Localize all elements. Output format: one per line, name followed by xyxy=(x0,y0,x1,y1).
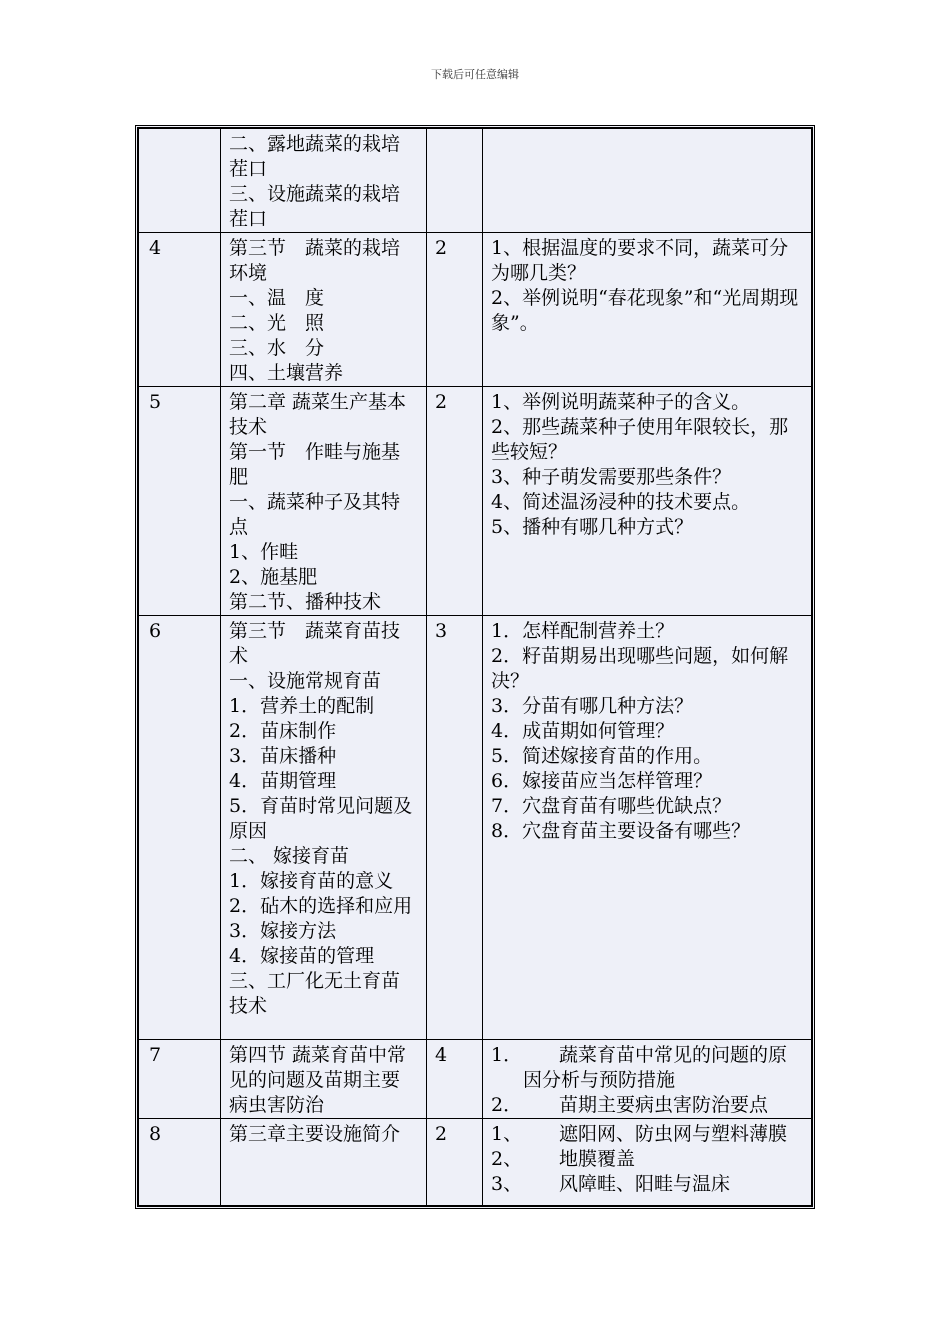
question-text: 蔬菜育苗中常见的问题的原因分析与预防措施 xyxy=(523,1044,788,1091)
question-line: 6．嫁接苗应当怎样管理？ xyxy=(491,770,713,792)
topic-line: 第三节 蔬菜的栽培环境 xyxy=(229,237,401,284)
question-line xyxy=(491,1043,803,1093)
topic-line: 5．育苗时常见问题及原因 xyxy=(229,795,413,842)
table-row xyxy=(139,387,812,616)
topic-cell xyxy=(221,387,427,616)
topic-line: 三、工厂化无土育苗技术 xyxy=(229,970,401,1017)
topic-line: 一、温 度 xyxy=(229,287,325,309)
topic-line: 二、光 照 xyxy=(229,312,325,334)
question-line: 4、简述温汤浸种的技术要点。 xyxy=(491,491,751,513)
question-line xyxy=(491,1093,803,1118)
question-line: 5、播种有哪几种方式？ xyxy=(491,516,694,538)
question-text: 苗期主要病虫害防治要点 xyxy=(559,1094,769,1116)
question-text: 地膜覆盖 xyxy=(559,1148,636,1170)
course-schedule-table xyxy=(135,125,815,1209)
question-line: 1、根据温度的要求不同，蔬菜可分为哪几类？ xyxy=(491,237,789,284)
table-row xyxy=(139,233,812,387)
hours-cell: 4 xyxy=(427,1040,483,1119)
question-line xyxy=(491,1122,803,1147)
question-line: 2、举例说明“春花现象”和“光周期现象”。 xyxy=(491,287,799,334)
question-line: 5．简述嫁接育苗的作用。 xyxy=(491,745,713,767)
topic-cell xyxy=(221,233,427,387)
topic-line: 1．嫁接育苗的意义 xyxy=(229,870,394,892)
question-marker: 3、 xyxy=(491,1173,523,1195)
topic-cell xyxy=(221,616,427,1040)
hours-cell: 2 xyxy=(427,233,483,387)
hours-cell xyxy=(427,129,483,233)
question-marker: 2． xyxy=(491,1094,523,1116)
question-line: 8．穴盘育苗主要设备有哪些？ xyxy=(491,820,751,842)
topic-line: 一、蔬菜种子及其特点 xyxy=(229,491,401,538)
topic-line: 2、施基肥 xyxy=(229,566,318,588)
question-line: 3．分苗有哪几种方法？ xyxy=(491,695,694,717)
topic-cell xyxy=(221,129,427,233)
lesson-number: 5 xyxy=(139,387,221,616)
question-line xyxy=(491,1147,803,1172)
topic-line: 1、作畦 xyxy=(229,541,299,563)
topic-line: 4．苗期管理 xyxy=(229,770,337,792)
table-row xyxy=(139,1040,812,1119)
question-line: 1．怎样配制营养土？ xyxy=(491,620,675,642)
topic-line: 2．砧木的选择和应用 xyxy=(229,895,413,917)
topic-line: 三、水 分 xyxy=(229,337,325,359)
question-marker: 1． xyxy=(491,1044,523,1066)
topic-line: 第二章 蔬菜生产基本技术 xyxy=(229,391,407,438)
table-row xyxy=(139,1119,812,1206)
topic-line: 2．苗床制作 xyxy=(229,720,337,742)
questions-cell xyxy=(483,616,812,1040)
hours-cell: 2 xyxy=(427,387,483,616)
questions-cell xyxy=(483,387,812,616)
page-header: 下载后可任意编辑 xyxy=(431,68,519,81)
question-marker: 1、 xyxy=(491,1123,523,1145)
topic-line: 二、露地蔬菜的栽培茬口 xyxy=(229,133,401,180)
questions-cell xyxy=(483,233,812,387)
hours-cell: 2 xyxy=(427,1119,483,1206)
lesson-number xyxy=(139,129,221,233)
topic-line: 第三章主要设施简介 xyxy=(229,1123,401,1145)
questions-cell xyxy=(483,129,812,233)
question-text: 风障畦、阳畦与温床 xyxy=(559,1173,731,1195)
hours-cell: 3 xyxy=(427,616,483,1040)
topic-line: 三、设施蔬菜的栽培茬口 xyxy=(229,183,401,230)
topic-line: 3．嫁接方法 xyxy=(229,920,337,942)
table-row xyxy=(139,616,812,1040)
question-line: 4．成苗期如何管理？ xyxy=(491,720,675,742)
lesson-number: 7 xyxy=(139,1040,221,1119)
topic-line: 第四节 蔬菜育苗中常见的问题及苗期主要病虫害防治 xyxy=(229,1044,407,1116)
topic-line: 四、土壤营养 xyxy=(229,362,344,384)
topic-cell xyxy=(221,1040,427,1119)
lesson-number: 6 xyxy=(139,616,221,1040)
lesson-number: 8 xyxy=(139,1119,221,1206)
question-line: 2、那些蔬菜种子使用年限较长，那些较短？ xyxy=(491,416,789,463)
question-line: 7．穴盘育苗有哪些优缺点？ xyxy=(491,795,732,817)
question-line xyxy=(491,1172,803,1197)
topic-line: 4．嫁接苗的管理 xyxy=(229,945,375,967)
question-line: 2．籽苗期易出现哪些问题，如何解决？ xyxy=(491,645,789,692)
topic-cell xyxy=(221,1119,427,1206)
question-marker: 2、 xyxy=(491,1148,523,1170)
topic-line: 3．苗床播种 xyxy=(229,745,337,767)
topic-line: 一、设施常规育苗 xyxy=(229,670,382,692)
topic-line: 第一节 作畦与施基肥 xyxy=(229,441,401,488)
question-line: 3、种子萌发需要那些条件？ xyxy=(491,466,732,488)
lesson-number: 4 xyxy=(139,233,221,387)
questions-cell xyxy=(483,1040,812,1119)
topic-line: 第三节 蔬菜育苗技术 xyxy=(229,620,401,667)
question-line: 1、举例说明蔬菜种子的含义。 xyxy=(491,391,751,413)
topic-line: 第二节、播种技术 xyxy=(229,591,382,613)
question-text: 遮阳网、防虫网与塑料薄膜 xyxy=(559,1123,788,1145)
questions-cell xyxy=(483,1119,812,1206)
topic-line: 1．营养土的配制 xyxy=(229,695,375,717)
table-row xyxy=(139,129,812,233)
topic-line: 二、 嫁接育苗 xyxy=(229,845,350,867)
